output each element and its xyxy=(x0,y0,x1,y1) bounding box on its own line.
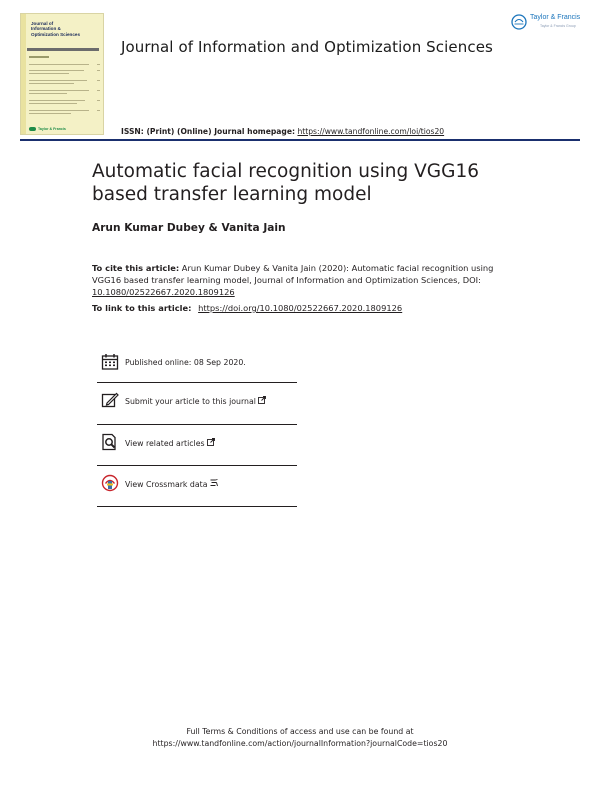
cover-toc-line xyxy=(29,113,71,114)
external-link-icon xyxy=(207,438,215,446)
cover-band xyxy=(27,48,99,51)
related-articles-label: View related articles xyxy=(125,439,205,448)
published-online-row xyxy=(97,353,297,385)
article-link-line xyxy=(92,303,402,313)
cover-title-line-3: Optimization Sciences xyxy=(31,31,81,37)
row-divider xyxy=(97,382,297,383)
cover-toc-line xyxy=(29,83,74,84)
submit-article-link[interactable] xyxy=(125,396,266,406)
cover-toc-line xyxy=(29,93,67,94)
cover-toc-page xyxy=(97,90,100,91)
published-online-label: Published online: 08 Sep 2020. xyxy=(125,358,246,367)
issn-label: ISSN: (Print) (Online) Journal homepage: xyxy=(121,127,296,136)
related-articles-link[interactable] xyxy=(125,438,215,448)
pencil-icon xyxy=(101,391,119,409)
publisher-logo-name: Taylor & Francis xyxy=(530,14,581,21)
cover-toc-line xyxy=(29,100,85,101)
external-link-icon xyxy=(210,479,218,487)
crossmark-row[interactable] xyxy=(97,474,297,506)
cover-toc-line xyxy=(29,80,87,81)
article-doi-link[interactable]: https://doi.org/10.1080/02522667.2020.1809126 xyxy=(198,303,403,313)
article-authors: Arun Kumar Dubey & Vanita Jain xyxy=(92,222,286,234)
cover-toc-line xyxy=(29,110,89,111)
cover-toc-page xyxy=(97,100,100,101)
citation-block xyxy=(92,262,512,298)
cover-toc-line xyxy=(29,70,84,71)
row-divider xyxy=(97,465,297,466)
crossmark-icon xyxy=(101,474,119,492)
cover-toc-page xyxy=(97,80,100,81)
row-divider xyxy=(97,424,297,425)
cover-title-line-1: Journal of xyxy=(31,21,54,26)
footer-terms-link[interactable]: https://www.tandfonline.com/action/journalInformation?journalCode=tios20 xyxy=(152,739,448,748)
citation-doi-link[interactable]: 10.1080/02522667.2020.1809126 xyxy=(92,287,235,297)
cover-logo-mark-icon xyxy=(29,127,36,131)
footer-terms: Full Terms & Conditions of access and use can be found at xyxy=(186,727,414,736)
cover-logo-text: Taylor & Francis xyxy=(38,127,66,131)
calendar-icon xyxy=(101,353,119,371)
cover-toc-page xyxy=(97,110,100,111)
cover-toc-page xyxy=(97,64,100,65)
cover-publisher-logo xyxy=(29,127,66,131)
cover-title xyxy=(31,21,101,37)
journal-homepage-link[interactable]: https://www.tandfonline.com/loi/tios20 xyxy=(297,127,445,136)
cover-toc-heading xyxy=(29,56,49,58)
article-title: Automatic facial recognition using VGG16 based transfer learning model xyxy=(92,161,479,205)
cover-spine-strip xyxy=(21,14,26,134)
publisher-logo-subtitle: Taylor & Francis Group xyxy=(540,24,576,28)
row-divider xyxy=(97,506,297,507)
crossmark-link[interactable] xyxy=(125,479,218,489)
issn-line xyxy=(121,127,444,136)
external-link-icon xyxy=(258,396,266,404)
cover-title-line-2: Information & xyxy=(31,26,61,32)
submit-article-row[interactable] xyxy=(97,391,297,423)
related-articles-row[interactable] xyxy=(97,433,297,465)
link-label: To link to this article: xyxy=(92,303,192,313)
cover-toc-line xyxy=(29,64,89,65)
header-divider xyxy=(20,139,580,141)
citation-label: To cite this article: xyxy=(92,263,180,273)
submit-article-label: Submit your article to this journal xyxy=(125,397,256,406)
crossmark-label: View Crossmark data xyxy=(125,480,208,489)
cover-toc-page xyxy=(97,70,100,71)
journal-cover-thumbnail xyxy=(20,13,104,135)
cover-toc-line xyxy=(29,103,77,104)
publisher-logo-icon xyxy=(510,13,528,31)
citation-text: Arun Kumar Dubey & Vanita Jain (2020): Automatic facial recognition using VGG16 based transfer learning model, Journal of Information and Optimization Sciences, DOI: xyxy=(92,263,494,285)
cover-toc-line xyxy=(29,73,69,74)
cover-toc-line xyxy=(29,90,89,91)
publisher-logo xyxy=(510,13,582,37)
journal-title: Journal of Information and Optimization Sciences xyxy=(121,38,493,56)
related-articles-icon xyxy=(101,433,119,451)
